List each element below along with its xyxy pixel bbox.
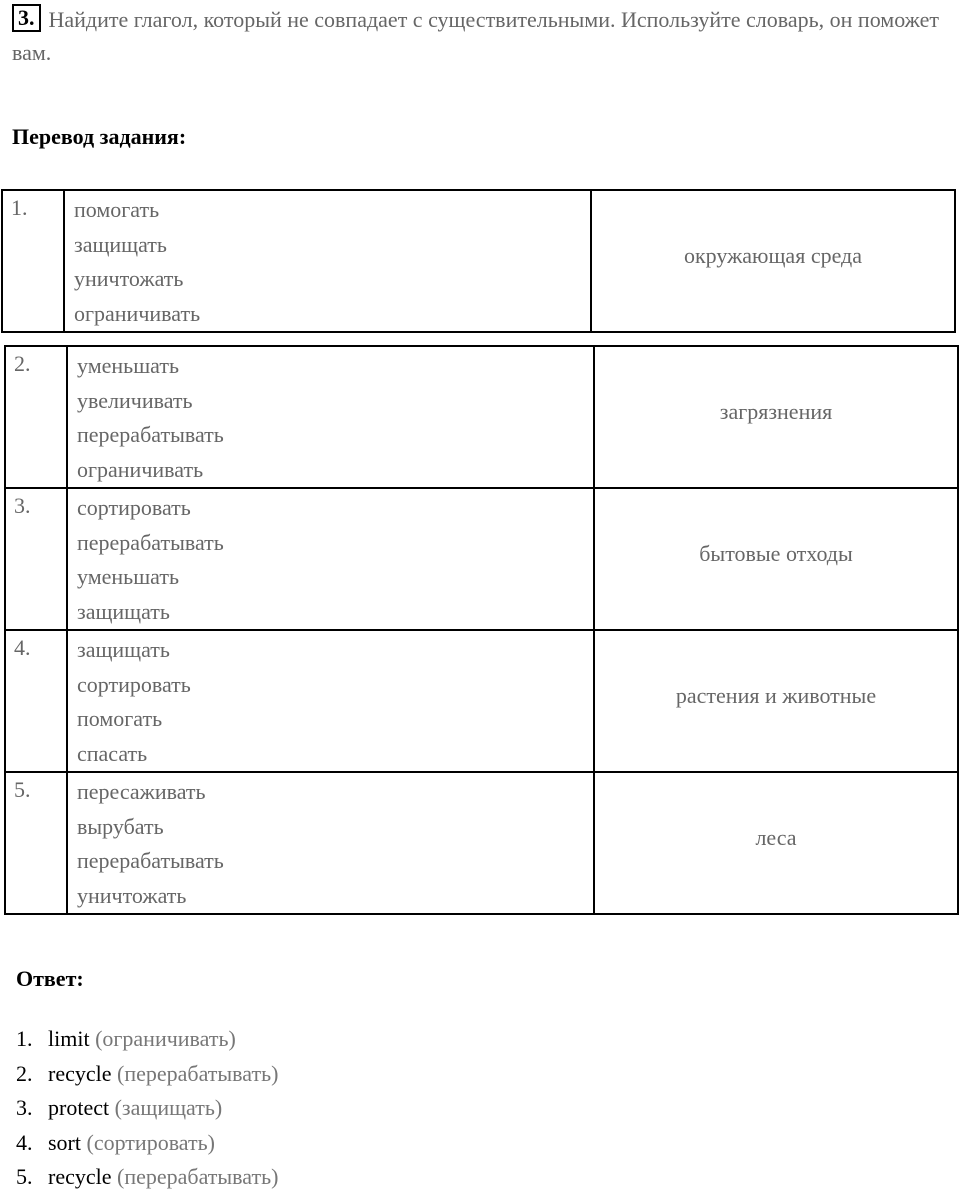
verb-item: сортировать [77,671,191,697]
verb-item: уничтожать [77,882,187,908]
verb-item: помогать [74,197,160,222]
verb-item: защищать [77,598,170,624]
answer-english: recycle [48,1060,112,1086]
answer-list [16,1022,278,1195]
answer-number: 5. [16,1164,33,1189]
verb-item: перерабатывать [77,422,224,447]
answer-russian: (перерабатывать) [117,1164,279,1189]
verb-item: увеличивать [77,387,193,413]
answer-russian: (защищать) [114,1095,223,1120]
translation-table-2 [4,345,959,915]
list-item [16,1022,278,1057]
answer-number: 3. [16,1095,33,1120]
row-number: 4. [5,630,67,772]
verb-list [67,772,594,914]
row-number: 5. [5,772,67,914]
answer-english: protect [48,1095,110,1120]
verb-item: уменьшать [77,564,179,589]
answer-english: limit [48,1026,90,1051]
translation-title: Перевод задания: [12,124,187,149]
row-number: 1. [2,190,64,332]
table-row [5,630,958,772]
noun-text: леса [755,825,797,850]
noun-text: растения и животные [675,683,877,708]
answer-number: 1. [16,1026,33,1051]
verb-item: сортировать [77,495,191,520]
answer-english: sort [48,1129,81,1155]
task-number: 3. [12,4,41,32]
noun-cell [594,346,958,488]
verb-list [67,346,594,488]
verb-item: защищать [74,231,167,257]
table-row [5,488,958,630]
translation-table-1 [1,189,956,333]
verb-list [67,488,594,630]
answer-number: 2. [16,1060,33,1086]
list-item [16,1091,278,1126]
verb-item: спасать [77,740,148,766]
noun-text: окружающая среда [683,243,863,268]
verb-item: уменьшать [77,353,179,378]
row-number: 2. [5,346,67,488]
answer-russian: (перерабатывать) [117,1060,279,1086]
verb-item: ограничивать [74,300,201,326]
verb-list [67,630,594,772]
answer-number: 4. [16,1129,33,1155]
list-item [16,1126,278,1161]
noun-cell [594,772,958,914]
answer-title: Ответ: [16,966,84,991]
list-item [16,1160,278,1195]
verb-item: ограничивать [77,456,204,482]
table-row [5,346,958,488]
list-item [16,1057,278,1092]
table-row [5,772,958,914]
task-header [12,3,942,69]
noun-cell [594,630,958,772]
table-row [2,190,955,332]
row-number: 3. [5,488,67,630]
answer-english: recycle [48,1164,112,1189]
answer-russian: (сортировать) [86,1129,215,1155]
answer-russian: (ограничивать) [95,1026,236,1051]
noun-text: загрязнения [719,399,833,424]
verb-item: защищать [77,637,170,662]
noun-cell [594,488,958,630]
noun-cell [591,190,955,332]
verb-item: помогать [77,706,163,731]
verb-item: вырубать [77,813,164,839]
verb-item: уничтожать [74,266,184,291]
verb-list [64,190,591,332]
task-text: Найдите глагол, который не совпадает с существительными. Используйте словарь, он поможет вам. [12,7,939,65]
noun-text: бытовые отходы [699,541,853,566]
verb-item: перерабатывать [77,848,224,873]
verb-item: пересаживать [77,779,206,804]
verb-item: перерабатывать [77,529,224,555]
